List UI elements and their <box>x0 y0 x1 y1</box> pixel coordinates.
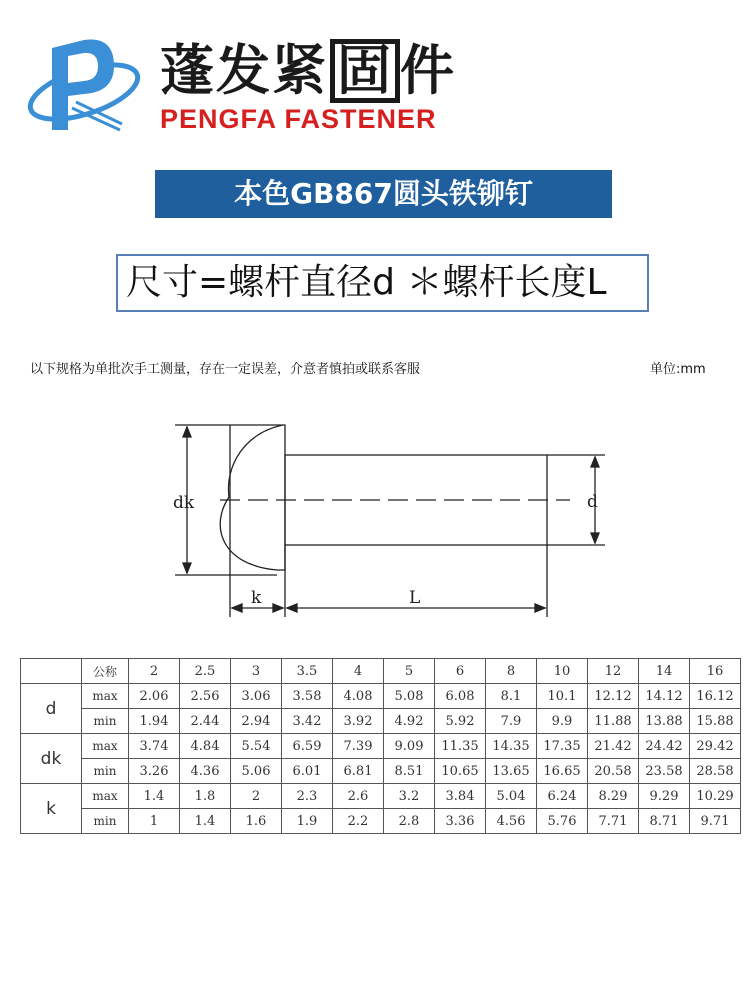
table-cell: 6.01 <box>282 759 333 784</box>
table-header-row <box>21 659 741 684</box>
pengfa-logo-icon <box>22 30 142 140</box>
table-cell: 4.92 <box>384 709 435 734</box>
table-cell: 15.88 <box>690 709 741 734</box>
table-nominal-cell: 2 <box>129 659 180 684</box>
table-cell: 1.4 <box>180 809 231 834</box>
table-cell: 3.42 <box>282 709 333 734</box>
table-cell: 8.1 <box>486 684 537 709</box>
table-cell: 7.9 <box>486 709 537 734</box>
table-cell: 5.76 <box>537 809 588 834</box>
label-k: k <box>251 588 262 608</box>
table-cell: 2.06 <box>129 684 180 709</box>
brand-name-en: PENGFA FASTENER <box>160 104 437 134</box>
table-cell: 13.65 <box>486 759 537 784</box>
table-cell: 10.1 <box>537 684 588 709</box>
table-cell: 1.9 <box>282 809 333 834</box>
table-cell: 3.92 <box>333 709 384 734</box>
table-cell: 16.12 <box>690 684 741 709</box>
table-cell: 9.29 <box>639 784 690 809</box>
table-cell: 3.26 <box>129 759 180 784</box>
table-cell: 12.12 <box>588 684 639 709</box>
table-cell: 6.08 <box>435 684 486 709</box>
table-cell: 5.08 <box>384 684 435 709</box>
table-cell: 8.29 <box>588 784 639 809</box>
table-cell: 6.81 <box>333 759 384 784</box>
measurement-note: 以下规格为单批次手工测量，存在一定误差，介意者慎拍或联系客服 <box>30 362 421 377</box>
table-cell: 8.71 <box>639 809 690 834</box>
table-cell: 16.65 <box>537 759 588 784</box>
table-cell: 8.51 <box>384 759 435 784</box>
table-cell: 4.84 <box>180 734 231 759</box>
table-nominal-cell: 3.5 <box>282 659 333 684</box>
table-cell: 2.8 <box>384 809 435 834</box>
table-cell: 2 <box>231 784 282 809</box>
table-row <box>21 684 741 709</box>
table-param-cell: d <box>21 684 82 734</box>
table-cell: 7.71 <box>588 809 639 834</box>
table-row <box>21 709 741 734</box>
table-param-cell: dk <box>21 734 82 784</box>
table-nominal-cell: 8 <box>486 659 537 684</box>
table-cell: 11.35 <box>435 734 486 759</box>
brand-name-boxed-char: 固 <box>330 39 400 103</box>
table-row <box>21 734 741 759</box>
table-cell: 2.44 <box>180 709 231 734</box>
table-nominal-cell: 12 <box>588 659 639 684</box>
table-cell: 5.92 <box>435 709 486 734</box>
table-cell: 21.42 <box>588 734 639 759</box>
table-cell: 28.58 <box>690 759 741 784</box>
table-nominal-cell: 16 <box>690 659 741 684</box>
table-cell: 9.9 <box>537 709 588 734</box>
table-cell: 6.59 <box>282 734 333 759</box>
table-header-label: 公称 <box>82 659 129 684</box>
table-nominal-cell: 3 <box>231 659 282 684</box>
label-L: L <box>409 588 421 608</box>
table-cell: 5.04 <box>486 784 537 809</box>
table-row <box>21 759 741 784</box>
label-dk: dk <box>173 493 195 513</box>
table-cell: 29.42 <box>690 734 741 759</box>
table-nominal-cell: 5 <box>384 659 435 684</box>
unit-label: 单位:mm <box>650 362 706 377</box>
table-cell: 5.06 <box>231 759 282 784</box>
table-row-label: max <box>82 784 129 809</box>
table-cell: 7.39 <box>333 734 384 759</box>
table-cell: 13.88 <box>639 709 690 734</box>
table-row-label: min <box>82 709 129 734</box>
table-cell: 1.4 <box>129 784 180 809</box>
table-cell: 23.58 <box>639 759 690 784</box>
table-cell: 3.06 <box>231 684 282 709</box>
brand-name-cn: 蓬发紧 固 件 <box>160 39 456 102</box>
table-cell: 24.42 <box>639 734 690 759</box>
product-title: 本色GB867圆头铁铆钉 <box>155 170 612 218</box>
table-cell: 1 <box>129 809 180 834</box>
table-row-label: max <box>82 684 129 709</box>
table-cell: 1.6 <box>231 809 282 834</box>
table-cell: 2.3 <box>282 784 333 809</box>
table-nominal-cell: 14 <box>639 659 690 684</box>
table-cell: 11.88 <box>588 709 639 734</box>
table-corner-cell <box>21 659 82 684</box>
table-cell: 2.94 <box>231 709 282 734</box>
label-d: d <box>587 492 598 512</box>
table-cell: 9.09 <box>384 734 435 759</box>
table-cell: 4.56 <box>486 809 537 834</box>
table-cell: 1.8 <box>180 784 231 809</box>
table-cell: 9.71 <box>690 809 741 834</box>
size-formula: 尺寸=螺杆直径d ＊螺杆长度L <box>116 254 649 312</box>
table-cell: 2.2 <box>333 809 384 834</box>
table-nominal-cell: 6 <box>435 659 486 684</box>
table-cell: 3.74 <box>129 734 180 759</box>
table-cell: 10.29 <box>690 784 741 809</box>
table-cell: 3.36 <box>435 809 486 834</box>
table-cell: 14.35 <box>486 734 537 759</box>
brand-header <box>0 0 750 150</box>
table-nominal-cell: 4 <box>333 659 384 684</box>
table-row <box>21 784 741 809</box>
table-cell: 3.2 <box>384 784 435 809</box>
rivet-drawing <box>165 405 625 625</box>
table-nominal-cell: 10 <box>537 659 588 684</box>
table-cell: 3.84 <box>435 784 486 809</box>
table-cell: 4.36 <box>180 759 231 784</box>
table-cell: 3.58 <box>282 684 333 709</box>
table-cell: 14.12 <box>639 684 690 709</box>
table-cell: 6.24 <box>537 784 588 809</box>
table-cell: 2.6 <box>333 784 384 809</box>
table-nominal-cell: 2.5 <box>180 659 231 684</box>
table-cell: 1.94 <box>129 709 180 734</box>
table-param-cell: k <box>21 784 82 834</box>
table-row <box>21 809 741 834</box>
table-cell: 2.56 <box>180 684 231 709</box>
table-cell: 5.54 <box>231 734 282 759</box>
spec-table <box>20 658 741 834</box>
table-row-label: max <box>82 734 129 759</box>
table-cell: 4.08 <box>333 684 384 709</box>
table-cell: 17.35 <box>537 734 588 759</box>
table-cell: 10.65 <box>435 759 486 784</box>
table-cell: 20.58 <box>588 759 639 784</box>
table-row-label: min <box>82 809 129 834</box>
table-row-label: min <box>82 759 129 784</box>
